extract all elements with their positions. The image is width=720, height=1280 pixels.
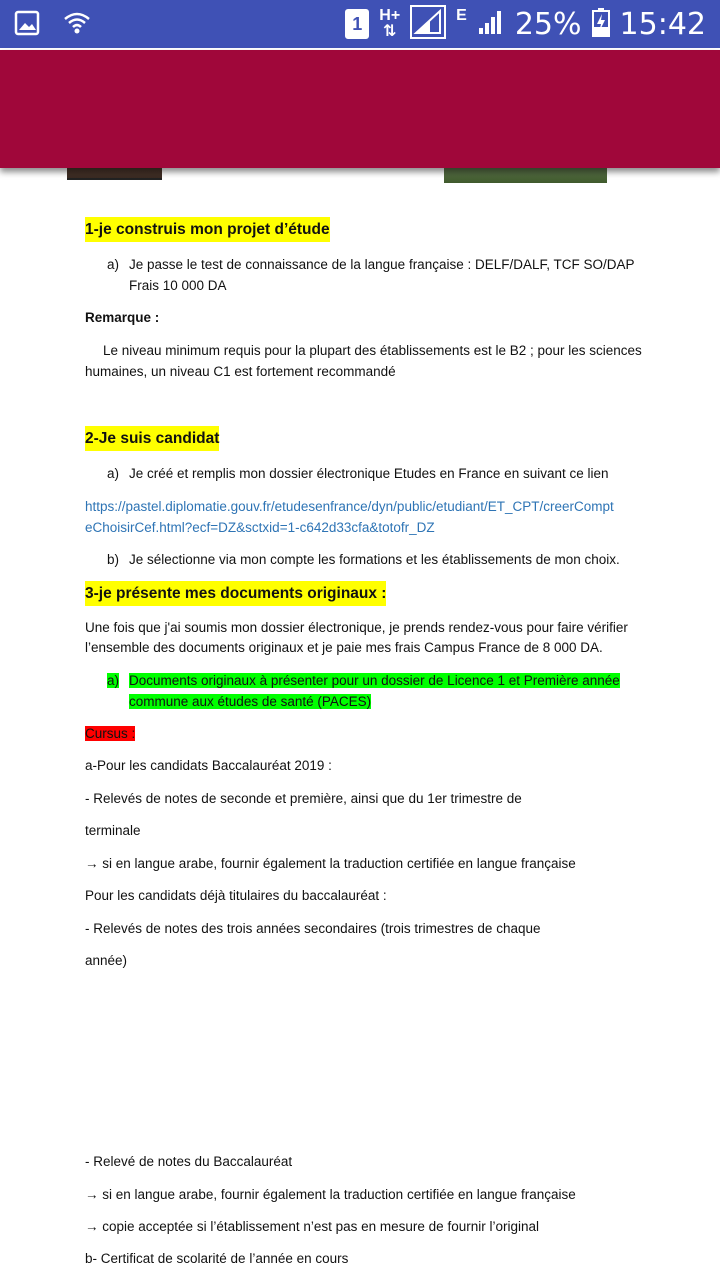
remark-line2: humaines, un niveau C1 est fortement recommandé bbox=[85, 364, 396, 379]
list-marker: a) bbox=[107, 466, 120, 481]
doc-line: → si en langue arabe, fournir également la traduction certifiée en langue française bbox=[85, 1187, 576, 1202]
list-marker: a) bbox=[107, 673, 120, 688]
s1-item-a-line2: Frais 10 000 DA bbox=[129, 278, 227, 293]
doc-line: b- Certificat de scolarité de l’année en cours bbox=[85, 1251, 349, 1266]
doc-line: → si en langue arabe, fournir également la traduction certifiée en langue française bbox=[85, 856, 576, 871]
campus-france-link-line2[interactable]: eChoisirCef.html?ecf=DZ&sctxid=1-c642d33cfa&totofr_DZ bbox=[85, 520, 435, 535]
doc-line: - Relevés de notes des trois années secondaires (trois trimestres de chaque bbox=[85, 921, 541, 936]
gallery-icon bbox=[14, 10, 40, 41]
status-bar bbox=[0, 0, 720, 48]
section-2-heading: 2-Je suis candidat bbox=[85, 429, 219, 449]
data-arrows-icon: H+ ⇅ bbox=[379, 7, 401, 40]
doc-line: a-Pour les candidats Baccalauréat 2019 : bbox=[85, 758, 332, 773]
section-1-heading: 1-je construis mon projet d’étude bbox=[85, 220, 330, 240]
s3-paragraph-line2: l’ensemble des documents originaux et je paie mes frais Campus France de 8 000 DA. bbox=[85, 640, 603, 655]
doc-line: terminale bbox=[85, 823, 141, 838]
campus-france-link-line1[interactable]: https://pastel.diplomatie.gouv.fr/etudesenfrance/dyn/public/etudiant/ET_CPT/creerCompt bbox=[85, 499, 614, 514]
doc-line: Pour les candidats déjà titulaires du baccalauréat : bbox=[85, 888, 387, 903]
s2-item-b: Je sélectionne via mon compte les formations et les établissements de mon choix. bbox=[129, 552, 620, 567]
signal-e-label: E bbox=[456, 7, 467, 24]
list-marker: a) bbox=[107, 257, 120, 272]
battery-percent: 25% bbox=[514, 6, 582, 42]
doc-line: - Relevé de notes du Baccalauréat bbox=[85, 1154, 293, 1169]
s3-item-a-line1: Documents originaux à présenter pour un dossier de Licence 1 et Première année bbox=[129, 673, 620, 688]
section-3-heading: 3-je présente mes documents originaux : bbox=[85, 584, 386, 604]
s1-item-a-line1: Je passe le test de connaissance de la langue française : DELF/DALF, TCF SO/DAP bbox=[129, 257, 635, 272]
clock: 15:42 bbox=[619, 6, 706, 42]
battery-charging-icon bbox=[592, 7, 610, 42]
doc-line: - Relevés de notes de seconde et première, ainsi que du 1er trimestre de bbox=[85, 791, 522, 806]
doc-line: → copie acceptée si l’établissement n’est pas en mesure de fournir l’original bbox=[85, 1219, 539, 1234]
wifi-icon bbox=[62, 10, 92, 41]
doc-line: année) bbox=[85, 953, 128, 968]
s3-paragraph-line1: Une fois que j'ai soumis mon dossier électronique, je prends rendez-vous pour faire vérifier bbox=[85, 620, 628, 635]
signal-icon-2 bbox=[477, 8, 505, 41]
list-marker: b) bbox=[107, 552, 120, 567]
sim-icon: 1 bbox=[345, 9, 369, 39]
s3-item-a-line2: commune aux études de santé (PACES) bbox=[129, 694, 372, 709]
remark-label: Remarque : bbox=[85, 310, 160, 325]
s2-item-a: Je créé et remplis mon dossier électronique Etudes en France en suivant ce lien bbox=[129, 466, 609, 481]
cursus-label: Cursus : bbox=[85, 726, 136, 741]
app-header-bar bbox=[0, 50, 720, 168]
remark-line1: Le niveau minimum requis pour la plupart des établissements est le B2 ; pour les sciences bbox=[103, 343, 642, 358]
signal-icon bbox=[410, 5, 446, 44]
